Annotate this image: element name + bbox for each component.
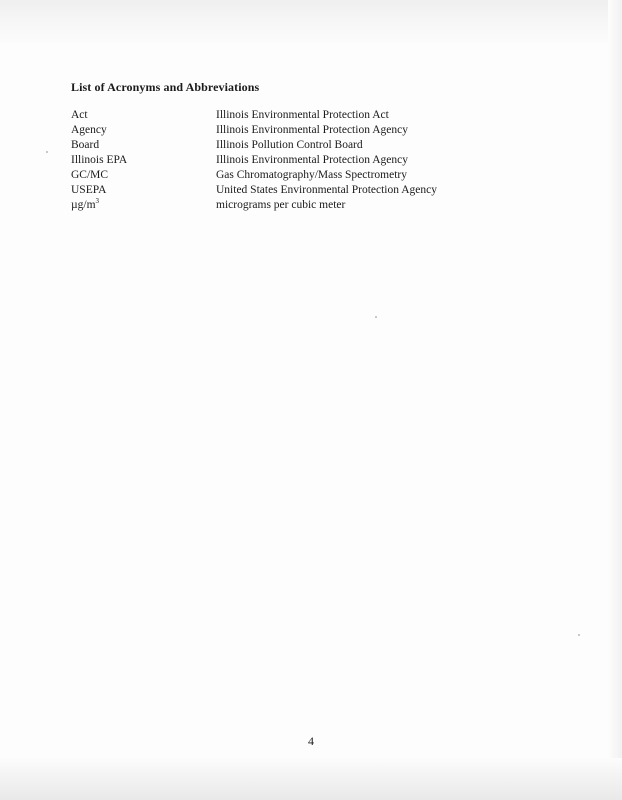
acronym-list <box>71 108 511 213</box>
acronym-definition: United States Environmental Protection Agency <box>216 184 438 196</box>
acronym-row <box>71 138 511 153</box>
acronym-term: Board <box>71 139 100 151</box>
acronym-term: Illinois EPA <box>71 154 128 166</box>
acronym-term: GC/MC <box>71 169 109 181</box>
acronym-row <box>71 153 511 168</box>
acronym-term: Act <box>71 109 88 121</box>
acronym-term-base: µg/m <box>71 199 96 211</box>
acronym-row <box>71 183 511 198</box>
acronym-term: Agency <box>71 124 107 136</box>
acronym-definition: Illinois Environmental Protection Agency <box>216 154 408 166</box>
acronym-row <box>71 123 511 138</box>
scan-artifact-right <box>608 0 622 800</box>
page-number: 4 <box>308 734 314 748</box>
scan-artifact-bottom <box>0 758 622 800</box>
page-title: List of Acronyms and Abbreviations <box>71 80 260 94</box>
acronym-definition: micrograms per cubic meter <box>216 199 346 211</box>
scan-artifact-top <box>0 0 622 44</box>
acronym-row <box>71 108 511 123</box>
acronym-definition: Illinois Environmental Protection Act <box>216 109 389 121</box>
acronym-definition: Illinois Environmental Protection Agency <box>216 124 408 136</box>
acronym-row <box>71 198 511 213</box>
scan-speck <box>375 316 377 318</box>
scan-speck <box>46 151 48 153</box>
acronym-term-superscript: 3 <box>95 197 100 206</box>
acronym-definition: Illinois Pollution Control Board <box>216 139 363 151</box>
scan-speck <box>578 634 580 636</box>
acronym-term <box>71 198 216 213</box>
acronym-row <box>71 168 511 183</box>
acronym-term: USEPA <box>71 184 107 196</box>
acronym-definition: Gas Chromatography/Mass Spectrometry <box>216 169 407 181</box>
